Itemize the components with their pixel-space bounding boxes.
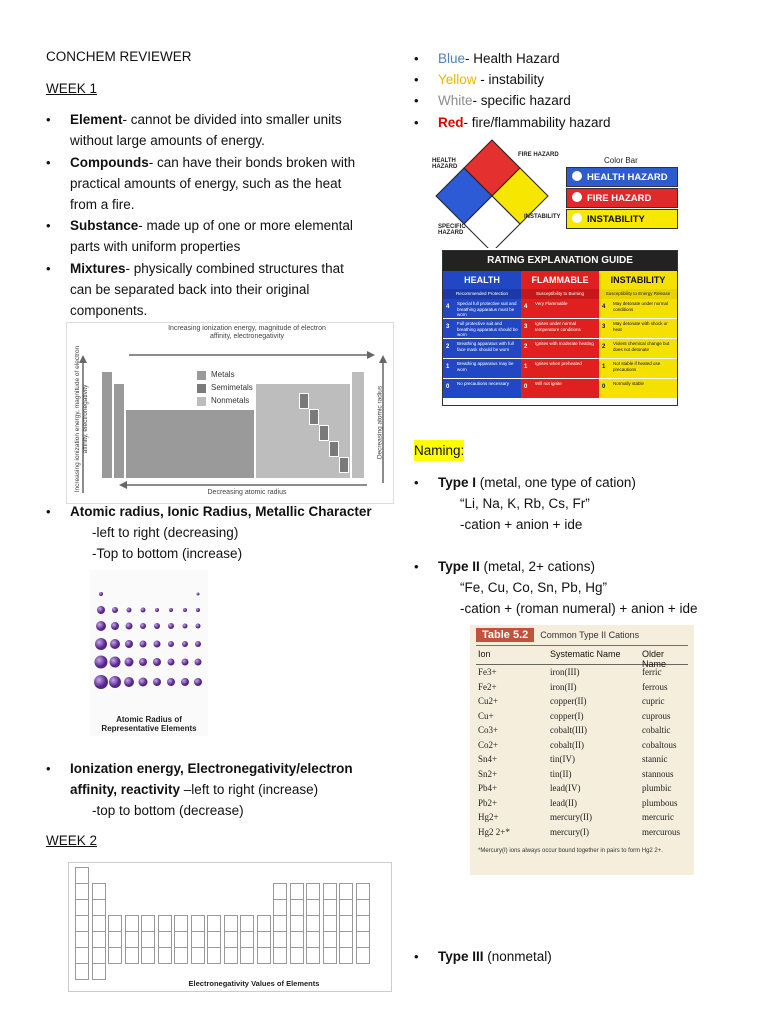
table-row: Hg2 2+* mercury(I) mercurous bbox=[478, 826, 680, 837]
rating-explanation-guide: RATING EXPLANATION GUIDE HEALTH FLAMMABLE INSTABILITY Recommended Protection Susceptibility to Burning Susceptibility to Energy Release 4 Special full protective suit and breathing apparatus must be worn 3 Full protective suit and breathing apparatus should be worn 2 Breathing apparatus with full face mask should be worn 1 Breathing apparatus may be worn 0 No precautions necessary 4 Very Flammable 3 Ignites under normal temperature conditions 2 Ignites with moderate heating 1 Ignites when preheated 0 Will not ignite 4 May detonate under normal conditions 3 May detonate with shock or heat 2 Violent chemical change but does not detonate 1 Not stable if heated use precautions 0 Normally stable bbox=[442, 250, 678, 406]
rating-cell: 1 Breathing apparatus may be worn bbox=[443, 359, 521, 379]
element-cell bbox=[75, 899, 89, 916]
periodic-trends-figure bbox=[66, 322, 394, 504]
element-cell bbox=[224, 931, 238, 948]
element-cell bbox=[290, 883, 304, 900]
element-cell bbox=[75, 963, 89, 980]
element-cell bbox=[339, 947, 353, 964]
table-row: Cu+ copper(I) cuprous bbox=[478, 710, 671, 721]
hazard-yellow: • Yellow - instability bbox=[414, 72, 545, 87]
element-cell bbox=[306, 915, 320, 932]
element-cell bbox=[356, 915, 370, 932]
nfpa-specific-label: SPECIFIC HAZARD bbox=[438, 224, 466, 236]
element-cell bbox=[108, 947, 122, 964]
rating-title: RATING EXPLANATION GUIDE bbox=[443, 251, 677, 271]
table-row: Fe3+ iron(III) ferric bbox=[478, 667, 662, 677]
element-cell bbox=[191, 931, 205, 948]
element-cell bbox=[191, 915, 205, 932]
legend-semimetals: Semimetals bbox=[211, 383, 253, 392]
table-name: Common Type II Cations bbox=[540, 630, 640, 640]
element-cell bbox=[224, 915, 238, 932]
element-cell bbox=[306, 899, 320, 916]
definition-substance: • Substance- made up of one or more elemental parts with uniform properties bbox=[46, 218, 353, 254]
element-cell bbox=[174, 915, 188, 932]
naming-heading: Naming: bbox=[414, 440, 464, 461]
element-cell bbox=[92, 947, 106, 964]
colorbar-title: Color Bar bbox=[604, 156, 638, 165]
element-cell bbox=[323, 947, 337, 964]
hazard-color-word: Blue bbox=[438, 51, 466, 66]
element-cell bbox=[75, 931, 89, 948]
table-footnote: *Mercury(I) ions always occur bound together in pairs to form Hg2 2+. bbox=[478, 848, 663, 854]
nfpa-instability-label: INSTABILITY bbox=[524, 214, 561, 220]
element-cell bbox=[240, 931, 254, 948]
element-cell bbox=[75, 883, 89, 900]
element-cell bbox=[141, 947, 155, 964]
legend-metals: Metals bbox=[211, 370, 235, 379]
trend-atomic-radius: • Atomic radius, Ionic Radius, Metallic Character -left to right (decreasing) -Top to bottom (increase) bbox=[46, 504, 372, 561]
element-cell bbox=[75, 915, 89, 932]
rating-cell: 1 Not stable if heated use precautions bbox=[599, 359, 677, 379]
rating-cell: 3 Full protective suit and breathing apparatus should be worn bbox=[443, 319, 521, 339]
table-row: Hg2+ mercury(II) mercuric bbox=[478, 812, 674, 822]
rating-cell: 4 Very Flammable bbox=[521, 299, 599, 319]
fig1-right-label: Decreasing atomic radius bbox=[376, 385, 384, 460]
table-row: Co2+ cobalt(II) cobaltous bbox=[478, 739, 677, 750]
fig2-caption-2: Representative Elements bbox=[101, 724, 197, 733]
element-cell bbox=[92, 883, 106, 900]
table-5-2 bbox=[470, 625, 694, 875]
element-cell bbox=[290, 931, 304, 948]
element-cell bbox=[108, 931, 122, 948]
atomic-radius-figure bbox=[90, 570, 208, 736]
rating-cell: 2 Breathing apparatus with full face mask should be worn bbox=[443, 339, 521, 359]
element-cell bbox=[257, 915, 271, 932]
element-cell bbox=[323, 883, 337, 900]
hazard-blue: • Blue- Health Hazard bbox=[414, 51, 560, 66]
element-cell bbox=[290, 947, 304, 964]
element-cell bbox=[273, 915, 287, 932]
table-row: Cu2+ copper(II) cupric bbox=[478, 696, 665, 706]
rating-cell: 0 No precautions necessary bbox=[443, 379, 521, 399]
element-cell bbox=[323, 899, 337, 916]
element-cell bbox=[273, 947, 287, 964]
element-cell bbox=[224, 947, 238, 964]
definition-compounds: • Compounds- can have their bonds broken with practical amounts of energy, such as the heat from a fire. bbox=[46, 155, 356, 212]
fig3-caption: Electronegativity Values of Elements bbox=[188, 979, 320, 988]
element-cell bbox=[273, 899, 287, 916]
element-cell bbox=[290, 915, 304, 932]
colorbar-health: HEALTH HAZARD bbox=[566, 167, 678, 187]
type1-item: • Type I (metal, one type of cation) “Li, Na, K, Rb, Cs, Fr” -cation + anion + ide bbox=[414, 475, 636, 532]
type3-item: • Type III (nonmetal) bbox=[414, 949, 552, 964]
fig1-bottom-label: Decreasing atomic radius bbox=[207, 489, 287, 496]
rating-cell: 1 Ignites when preheated bbox=[521, 359, 599, 379]
element-cell bbox=[92, 963, 106, 980]
element-cell bbox=[356, 931, 370, 948]
element-cell bbox=[75, 947, 89, 964]
nfpa-health-label: HEALTH HAZARD bbox=[432, 158, 458, 170]
element-cell bbox=[92, 899, 106, 916]
trend-ionization: • Ionization energy, Electronegativity/electron affinity, reactivity –left to right (increase) -top to bottom (decrease) bbox=[46, 761, 353, 818]
element-cell bbox=[125, 915, 139, 932]
element-cell bbox=[191, 947, 205, 964]
fig1-top-label: Increasing ionization energy, magnitude of electron affinity, electronegativity bbox=[168, 325, 326, 340]
table-row: Pb4+ lead(IV) plumbic bbox=[478, 783, 672, 793]
element-cell bbox=[273, 883, 287, 900]
rating-cell: 4 Special full protective suit and breathing apparatus must be worn bbox=[443, 299, 521, 319]
element-cell bbox=[290, 899, 304, 916]
element-cell bbox=[141, 915, 155, 932]
color-bar bbox=[566, 167, 678, 239]
element-cell bbox=[240, 915, 254, 932]
element-cell bbox=[240, 947, 254, 964]
fig2-caption-1: Atomic Radius of bbox=[116, 715, 182, 724]
legend-nonmetals: Nonmetals bbox=[211, 396, 250, 405]
table-row: Co3+ cobalt(III) cobaltic bbox=[478, 725, 671, 735]
element-cell bbox=[323, 931, 337, 948]
element-cell bbox=[207, 915, 221, 932]
hazard-red: • Red- fire/flammability hazard bbox=[414, 115, 611, 130]
electronegativity-figure bbox=[68, 862, 392, 992]
element-cell bbox=[306, 931, 320, 948]
fig1-left-label: Increasing ionization energy, magnitude of electron affinity, electronegativity bbox=[74, 345, 89, 493]
colorbar-instability: INSTABILITY bbox=[566, 209, 678, 229]
week2-heading: WEEK 2 bbox=[46, 833, 98, 848]
element-cell bbox=[92, 915, 106, 932]
table-header: Ion Systematic Name Older Name bbox=[476, 645, 688, 665]
element-cell bbox=[174, 947, 188, 964]
element-cell bbox=[257, 931, 271, 948]
element-cell bbox=[125, 931, 139, 948]
element-cell bbox=[273, 931, 287, 948]
table-row: Pb2+ lead(II) plumbous bbox=[478, 797, 678, 808]
atomic-radius-balls bbox=[90, 570, 208, 700]
element-cell bbox=[174, 931, 188, 948]
definition-element: • Element- cannot be divided into smaller units without large amounts of energy. bbox=[46, 112, 342, 148]
element-cell bbox=[306, 947, 320, 964]
table-row: Sn2+ tin(II) stannous bbox=[478, 768, 674, 779]
colorbar-fire: FIRE HAZARD bbox=[566, 188, 678, 208]
rating-cell: 0 Normally stable bbox=[599, 379, 677, 399]
table-row: Fe2+ iron(II) ferrous bbox=[478, 681, 668, 692]
rating-col-instability: INSTABILITY bbox=[599, 271, 677, 289]
element-cell bbox=[356, 899, 370, 916]
element-cell bbox=[207, 931, 221, 948]
rating-cell: 3 May detonate with shock or heat bbox=[599, 319, 677, 339]
element-cell bbox=[306, 883, 320, 900]
table-tag: Table 5.2 bbox=[476, 628, 534, 642]
table-row: Sn4+ tin(IV) stannic bbox=[478, 754, 668, 764]
element-cell bbox=[75, 867, 89, 884]
element-cell bbox=[158, 915, 172, 932]
definition-mixtures: • Mixtures- physically combined structures that can be separated back into their original components. bbox=[46, 261, 344, 318]
element-cell bbox=[356, 947, 370, 964]
week1-heading: WEEK 1 bbox=[46, 81, 98, 96]
element-cell bbox=[207, 947, 221, 964]
nfpa-fire-label: FIRE HAZARD bbox=[518, 152, 559, 158]
hazard-white: • White- specific hazard bbox=[414, 93, 571, 108]
element-cell bbox=[323, 915, 337, 932]
rating-cell: 3 Ignites under normal temperature conditions bbox=[521, 319, 599, 339]
element-cell bbox=[339, 883, 353, 900]
rating-cell: 0 Will not ignite bbox=[521, 379, 599, 399]
element-cell bbox=[141, 931, 155, 948]
element-cell bbox=[356, 883, 370, 900]
element-cell bbox=[158, 947, 172, 964]
element-cell bbox=[339, 931, 353, 948]
type2-item: • Type II (metal, 2+ cations) “Fe, Cu, Co, Sn, Pb, Hg” -cation + (roman numeral) + anion + ide bbox=[414, 559, 698, 616]
rating-cell: 4 May detonate under normal conditions bbox=[599, 299, 677, 319]
nfpa-diamond bbox=[432, 138, 562, 248]
element-cell bbox=[92, 931, 106, 948]
element-cell bbox=[257, 947, 271, 964]
element-cell bbox=[125, 947, 139, 964]
rating-col-health: HEALTH bbox=[443, 271, 521, 289]
element-cell bbox=[339, 899, 353, 916]
rating-cell: 2 Ignites with moderate heating bbox=[521, 339, 599, 359]
rating-cell: 2 Violent chemical change but does not detonate bbox=[599, 339, 677, 359]
rating-col-flammable: FLAMMABLE bbox=[521, 271, 599, 289]
element-cell bbox=[339, 915, 353, 932]
page-title: CONCHEM REVIEWER bbox=[46, 49, 192, 64]
element-cell bbox=[108, 915, 122, 932]
element-cell bbox=[158, 931, 172, 948]
